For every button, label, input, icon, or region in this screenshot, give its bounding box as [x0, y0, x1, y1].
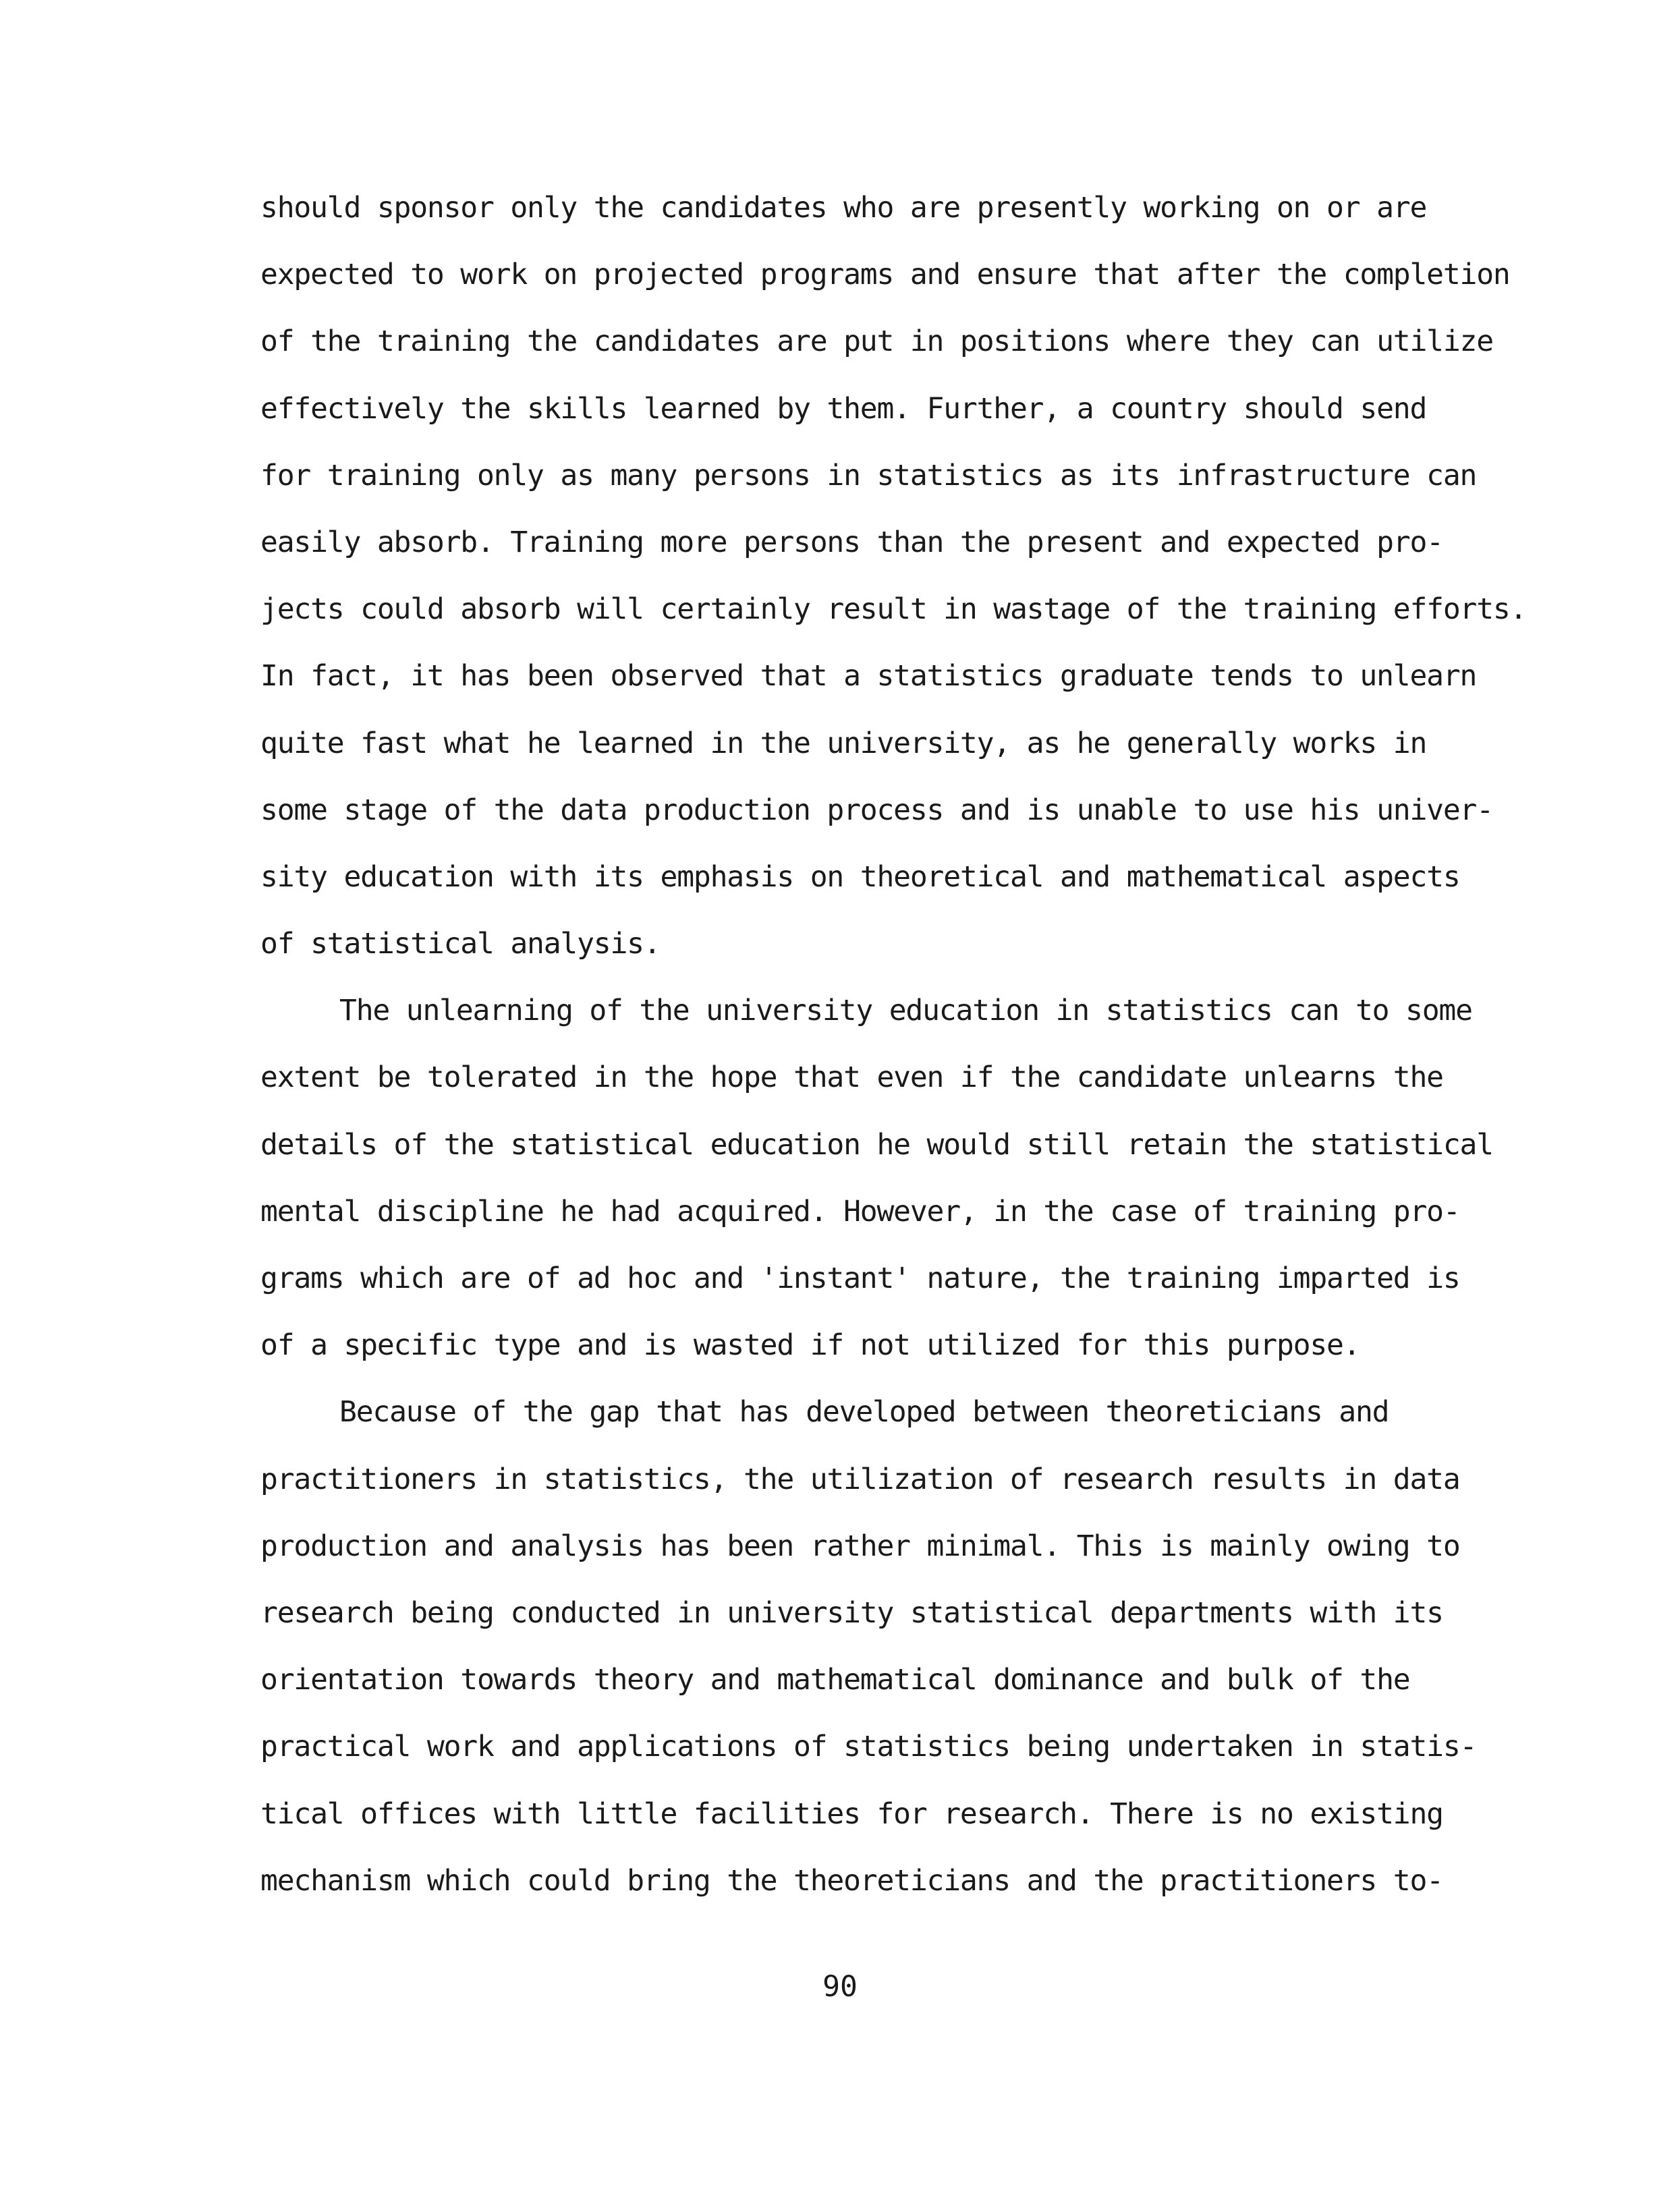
body-text — [260, 175, 1542, 1915]
text-line: grams which are of ad hoc and 'instant' nature, the training imparted is — [260, 1262, 1460, 1295]
text-line: of the training the candidates are put in positions where they can utilize — [260, 324, 1493, 359]
paragraph-2 — [260, 978, 1542, 1379]
text-line: production and analysis has been rather minimal. This is mainly owing to — [260, 1529, 1460, 1563]
text-line: of statistical analysis. — [260, 927, 661, 961]
text-line: practical work and applications of statistics being undertaken in statis- — [260, 1730, 1477, 1764]
text-line: effectively the skills learned by them. Further, a country should send — [260, 391, 1427, 426]
text-line: In fact, it has been observed that a statistics graduate tends to unlearn — [260, 659, 1477, 694]
text-line: should sponsor only the candidates who are presently working on or are — [260, 191, 1427, 225]
text-line: extent be tolerated in the hope that even if the candidate unlearns the — [260, 1060, 1443, 1095]
text-line: of a specific type and is wasted if not utilized for this purpose. — [260, 1328, 1360, 1363]
text-line: some stage of the data production process and is unable to use his univer- — [260, 793, 1493, 827]
text-line: Because of the gap that has developed between theoreticians and — [339, 1395, 1389, 1430]
text-line: tical offices with little facilities for research. There is no existing — [260, 1797, 1443, 1831]
text-line: jects could absorb will certainly result in wastage of the training efforts. — [260, 592, 1527, 627]
text-line: research being conducted in university statistical departments with its — [260, 1595, 1443, 1630]
text-line: mental discipline he had acquired. However, in the case of training pro- — [260, 1194, 1460, 1228]
text-line: details of the statistical education he would still retain the statistical — [260, 1127, 1493, 1162]
text-line: easily absorb. Training more persons than the present and expected pro- — [260, 525, 1443, 559]
paragraph-3 — [260, 1379, 1542, 1915]
text-line: orientation towards theory and mathematical dominance and bulk of the — [260, 1663, 1410, 1697]
text-line: mechanism which could bring the theoreticians and the practitioners to- — [260, 1863, 1443, 1898]
text-line: sity education with its emphasis on theoretical and mathematical aspects — [260, 859, 1460, 894]
page-number: 90 — [822, 1970, 858, 2004]
text-line: practitioners in statistics, the utilization of research results in data — [260, 1462, 1460, 1496]
paragraph-1 — [260, 175, 1542, 978]
text-line: expected to work on projected programs and ensure that after the completion — [260, 258, 1510, 292]
text-line: quite fast what he learned in the university, as he generally works in — [260, 726, 1427, 760]
text-line: The unlearning of the university education in statistics can to some — [339, 994, 1472, 1028]
text-line: for training only as many persons in statistics as its infrastructure can — [260, 458, 1477, 492]
